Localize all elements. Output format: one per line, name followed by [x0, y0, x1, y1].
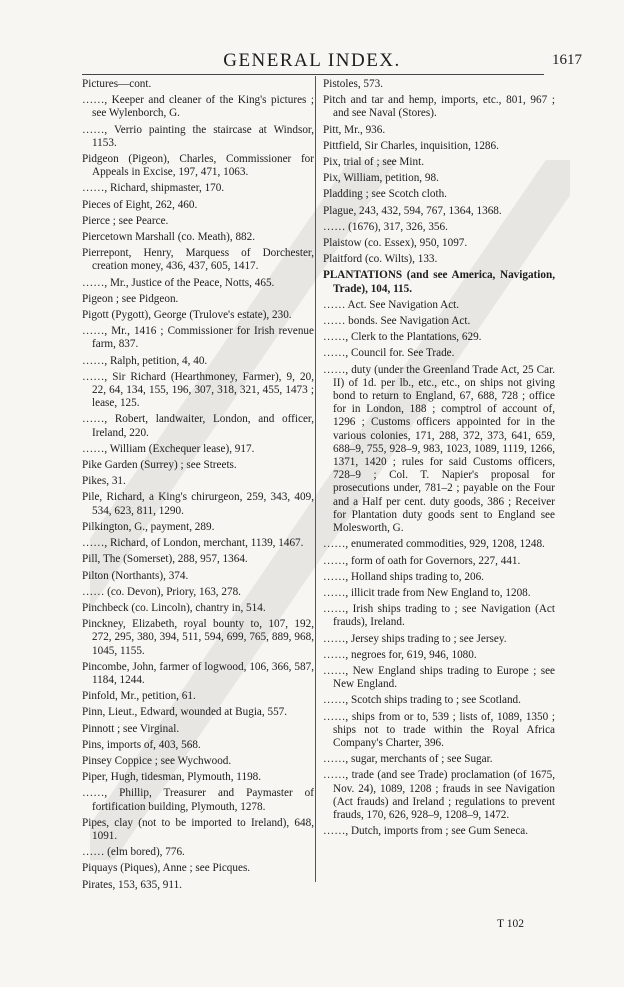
- index-entry: Pittfield, Sir Charles, inquisition, 1286.: [323, 139, 499, 152]
- index-entry: ……, Holland ships trading to, 206.: [323, 570, 484, 583]
- signature-mark: T 102: [497, 918, 524, 930]
- index-entry: Pile, Richard, a King's chirurgeon, 259, 343, 409, 534, 623, 811, 1290.: [82, 491, 314, 517]
- index-entry: Pinsey Coppice ; see Wychwood.: [82, 754, 232, 767]
- index-entry: ……, William (Exchequer lease), 917.: [82, 442, 255, 455]
- index-entry: Pierce ; see Pearce.: [82, 214, 169, 227]
- index-entry: ……, trade (and see Trade) proclamation (of 1675, Nov. 24), 1089, 1208 ; frauds in see Navigation (Act frauds) and Ireland ; regulations to prevent frauds, 170, 626, 928–9, 1208–9, 1472.: [323, 769, 555, 821]
- index-entry: ……, New England ships trading to Europe ; see New England.: [323, 664, 555, 691]
- index-entry: ……, Dutch, imports from ; see Gum Seneca.: [323, 825, 529, 838]
- index-entry: Pipes, clay (not to be imported to Ireland), 648, 1091.: [82, 816, 314, 842]
- index-entry: Plaitford (co. Wilts), 133.: [323, 253, 438, 266]
- index-entry: Pike Garden (Surrey) ; see Streets.: [82, 459, 237, 472]
- right-column: [323, 78, 555, 841]
- index-entry: Pinnott ; see Virginal.: [82, 722, 180, 735]
- index-entry: ……, negroes for, 619, 946, 1080.: [323, 648, 477, 661]
- index-entry: ……, Clerk to the Plantations, 629.: [323, 331, 482, 344]
- index-entry: ……, Verrio painting the staircase at Windsor, 1153.: [82, 123, 314, 149]
- index-entry: ……, Richard, of London, merchant, 1139, 1467.: [82, 537, 304, 550]
- index-entry: Pilkington, G., payment, 289.: [82, 520, 215, 533]
- header-rule: [82, 74, 544, 75]
- index-entry: Pinckney, Elizabeth, royal bounty to, 107, 192, 272, 295, 380, 394, 511, 594, 699, 765, 889, 968, 1045, 1155.: [82, 618, 314, 657]
- index-entry: ……, Ralph, petition, 4, 40.: [82, 354, 208, 367]
- index-entry: Pill, The (Somerset), 288, 957, 1364.: [82, 553, 248, 566]
- index-entry: …… (1676), 317, 326, 356.: [323, 220, 448, 233]
- index-entry: ……, form of oath for Governors, 227, 441.: [323, 554, 521, 567]
- index-entry: Pinchbeck (co. Lincoln), chantry in, 514.: [82, 601, 266, 614]
- index-entry: Pladding ; see Scotch cloth.: [323, 188, 447, 201]
- index-entry: ……, Mr., Justice of the Peace, Notts, 465.: [82, 276, 275, 289]
- index-entry: Pinfold, Mr., petition, 61.: [82, 690, 196, 703]
- index-entry: Pigott (Pygott), George (Trulove's estate), 230.: [82, 309, 292, 322]
- index-entry: …… Act. See Navigation Act.: [323, 298, 460, 311]
- index-entry: ……, enumerated commodities, 929, 1208, 1248.: [323, 538, 545, 551]
- index-entry: Pigeon ; see Pidgeon.: [82, 292, 179, 305]
- index-entry: ……, ships from or to, 539 ; lists of, 1089, 1350 ; ships not to trade within the Royal Africa Company's Charter, 396.: [323, 710, 555, 749]
- index-entry: Piper, Hugh, tidesman, Plymouth, 1198.: [82, 771, 262, 784]
- index-entry: ……, Robert, landwaiter, London, and officer, Ireland, 220.: [82, 413, 314, 439]
- index-entry: …… bonds. See Navigation Act.: [323, 315, 471, 328]
- index-entry: Pistoles, 573.: [323, 78, 383, 90]
- index-entry: …… (co. Devon), Priory, 163, 278.: [82, 585, 241, 598]
- index-entry: Pins, imports of, 403, 568.: [82, 738, 201, 751]
- index-entry: ……, sugar, merchants of ; see Sugar.: [323, 753, 493, 766]
- index-entry: Pitch and tar and hemp, imports, etc., 801, 967 ; and see Naval (Stores).: [323, 94, 555, 120]
- index-entry: Pinn, Lieut., Edward, wounded at Bugia, 557.: [82, 706, 288, 719]
- index-entry: ……, illicit trade from New England to, 1208.: [323, 586, 531, 599]
- index-entry: Pidgeon (Pigeon), Charles, Commissioner for Appeals in Excise, 197, 471, 1063.: [82, 153, 314, 179]
- index-entry: Pieces of Eight, 262, 460.: [82, 198, 198, 211]
- left-column: [82, 78, 314, 895]
- index-entry: Piquays (Piques), Anne ; see Picques.: [82, 862, 251, 875]
- page-number: 1617: [552, 52, 582, 68]
- index-entry: Pix, William, petition, 98.: [323, 172, 439, 185]
- index-entry: Pilton (Northants), 374.: [82, 569, 189, 582]
- index-entry: Piercetown Marshall (co. Meath), 882.: [82, 231, 256, 244]
- index-entry: ……, Irish ships trading to ; see Navigation (Act frauds), Ireland.: [323, 603, 555, 629]
- index-entry: Plaistow (co. Essex), 950, 1097.: [323, 237, 468, 250]
- index-entry: Pitt, Mr., 936.: [323, 123, 386, 136]
- index-entry: PLANTATIONS (and see America, Navigation, Trade), 104, 115.: [323, 269, 555, 295]
- index-entry: ……, Council for. See Trade.: [323, 347, 455, 360]
- index-entry: ……, Keeper and cleaner of the King's pictures ; see Wylenborch, G.: [82, 94, 314, 120]
- index-entry: Pierrepont, Henry, Marquess of Dorchester, creation money, 436, 437, 605, 1417.: [82, 247, 314, 273]
- index-entry: ……, duty (under the Greenland Trade Act, 25 Car. II) of 1d. per lb., etc., etc., on ships not giving bond to return to England, 67, 688, 728 ; office for in London, 188 ; comptrol of account of, 1296 ; Customs officers appointed for in the various colonies, 171, 288, 372, 373, 641, 659, 688–9, 755, 928–9, 983, 1023, 1089, 1119, 1266, 1371, 1420 ; rules for said Customs officers, 728–9 ; Col. T. Napier's proposal for prosecutions under, 781–2 ; payable on the Four and a Half per cent. duty goods, 386 ; Receiver for Plantation duty goods sent to England see Molesworth, G.: [323, 363, 555, 535]
- index-entry: ……, Richard, shipmaster, 170.: [82, 182, 225, 195]
- column-divider: [315, 76, 316, 882]
- index-entry: Pikes, 31.: [82, 475, 126, 488]
- index-entry: Pincombe, John, farmer of logwood, 106, 366, 587, 1184, 1244.: [82, 660, 314, 686]
- index-entry: Pix, trial of ; see Mint.: [323, 156, 424, 169]
- index-entry: Pictures—cont.: [82, 78, 152, 90]
- index-entry: Plague, 243, 432, 594, 767, 1364, 1368.: [323, 204, 502, 217]
- index-entry: ……, Phillip, Treasurer and Paymaster of fortification building, Plymouth, 1278.: [82, 787, 314, 813]
- index-entry: ……, Scotch ships trading to ; see Scotland.: [323, 694, 521, 707]
- index-entry: ……, Jersey ships trading to ; see Jersey.: [323, 632, 507, 645]
- index-entry: …… (elm bored), 776.: [82, 846, 185, 859]
- index-entry: ……, Mr., 1416 ; Commissioner for Irish revenue farm, 837.: [82, 325, 314, 351]
- page-title: GENERAL INDEX.: [223, 50, 401, 71]
- index-entry: Pirates, 153, 635, 911.: [82, 878, 182, 891]
- index-entry: ……, Sir Richard (Hearthmoney, Farmer), 9, 20, 22, 64, 134, 155, 196, 307, 318, 321, 455, 1473 ; lease, 125.: [82, 370, 314, 410]
